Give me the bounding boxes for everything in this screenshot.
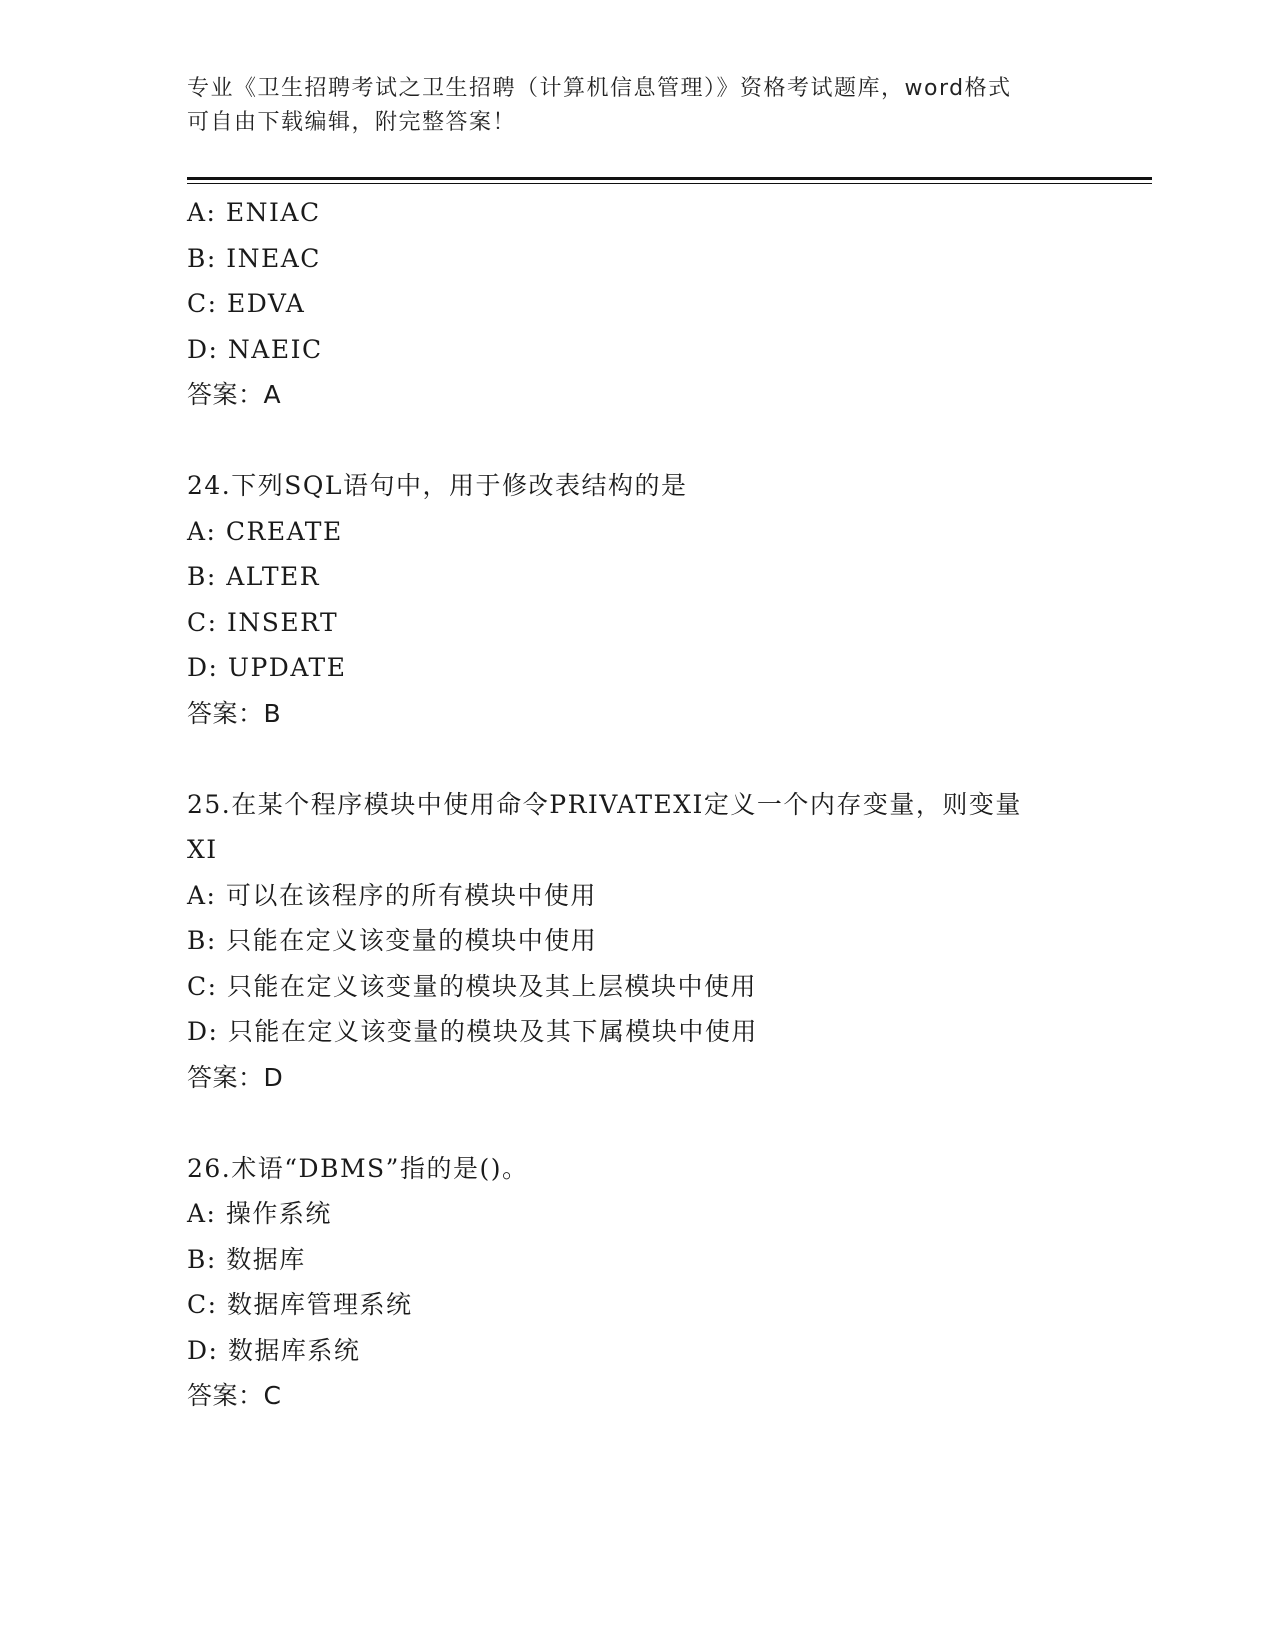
answer-label: 答案：B [187,698,282,728]
header-title-line-1: 专业《卫生招聘考试之卫生招聘（计算机信息管理）》资格考试题库，word格式 [187,76,1012,101]
spacer [187,736,1087,782]
option-c: C: INSERT [187,607,339,637]
answer-label: 答案：D [187,1062,284,1092]
option-b: B: INEAC [187,243,321,273]
header-divider-thick [187,177,1152,180]
option-b: B: ALTER [187,562,321,591]
question-stem: 24.下列SQL语句中，用于修改表结构的是 [187,471,688,500]
option-a: A: 可以在该程序的所有模块中使用 [187,880,597,910]
spacer [187,1100,1087,1146]
header-title-line-2: 可自由下载编辑，附完整答案！ [187,110,517,135]
answer-label: 答案：A [187,380,282,409]
option-b: B: 数据库 [187,1244,306,1274]
option-a: A: CREATE [187,516,343,546]
option-c: C: 只能在定义该变量的模块及其上层模块中使用 [187,971,757,1001]
question-stem: 25.在某个程序模块中使用命令PRIVATEXI定义一个内存变量，则变量 [187,789,1022,819]
question-23-partial [187,190,1087,418]
option-d: D: NAEIC [187,334,323,364]
spacer [187,418,1087,464]
option-d: D: 只能在定义该变量的模块及其下属模块中使用 [187,1017,758,1046]
question-list [187,190,1087,1419]
question-24 [187,463,1087,736]
option-a: A: 操作系统 [187,1199,332,1228]
question-26 [187,1146,1087,1419]
option-a: A: ENIAC [187,198,321,227]
document-header [187,72,1067,140]
option-d: D: 数据库系统 [187,1335,361,1365]
header-divider-thin [187,183,1152,184]
option-c: C: EDVA [187,289,306,318]
option-b: B: 只能在定义该变量的模块中使用 [187,926,598,955]
question-stem: 26.术语“DBMS”指的是()。 [187,1153,529,1183]
option-d: D: UPDATE [187,653,347,682]
question-stem-continued: XI [187,835,218,864]
answer-label: 答案：C [187,1381,282,1410]
question-25 [187,782,1087,1101]
option-c: C: 数据库管理系统 [187,1290,413,1319]
